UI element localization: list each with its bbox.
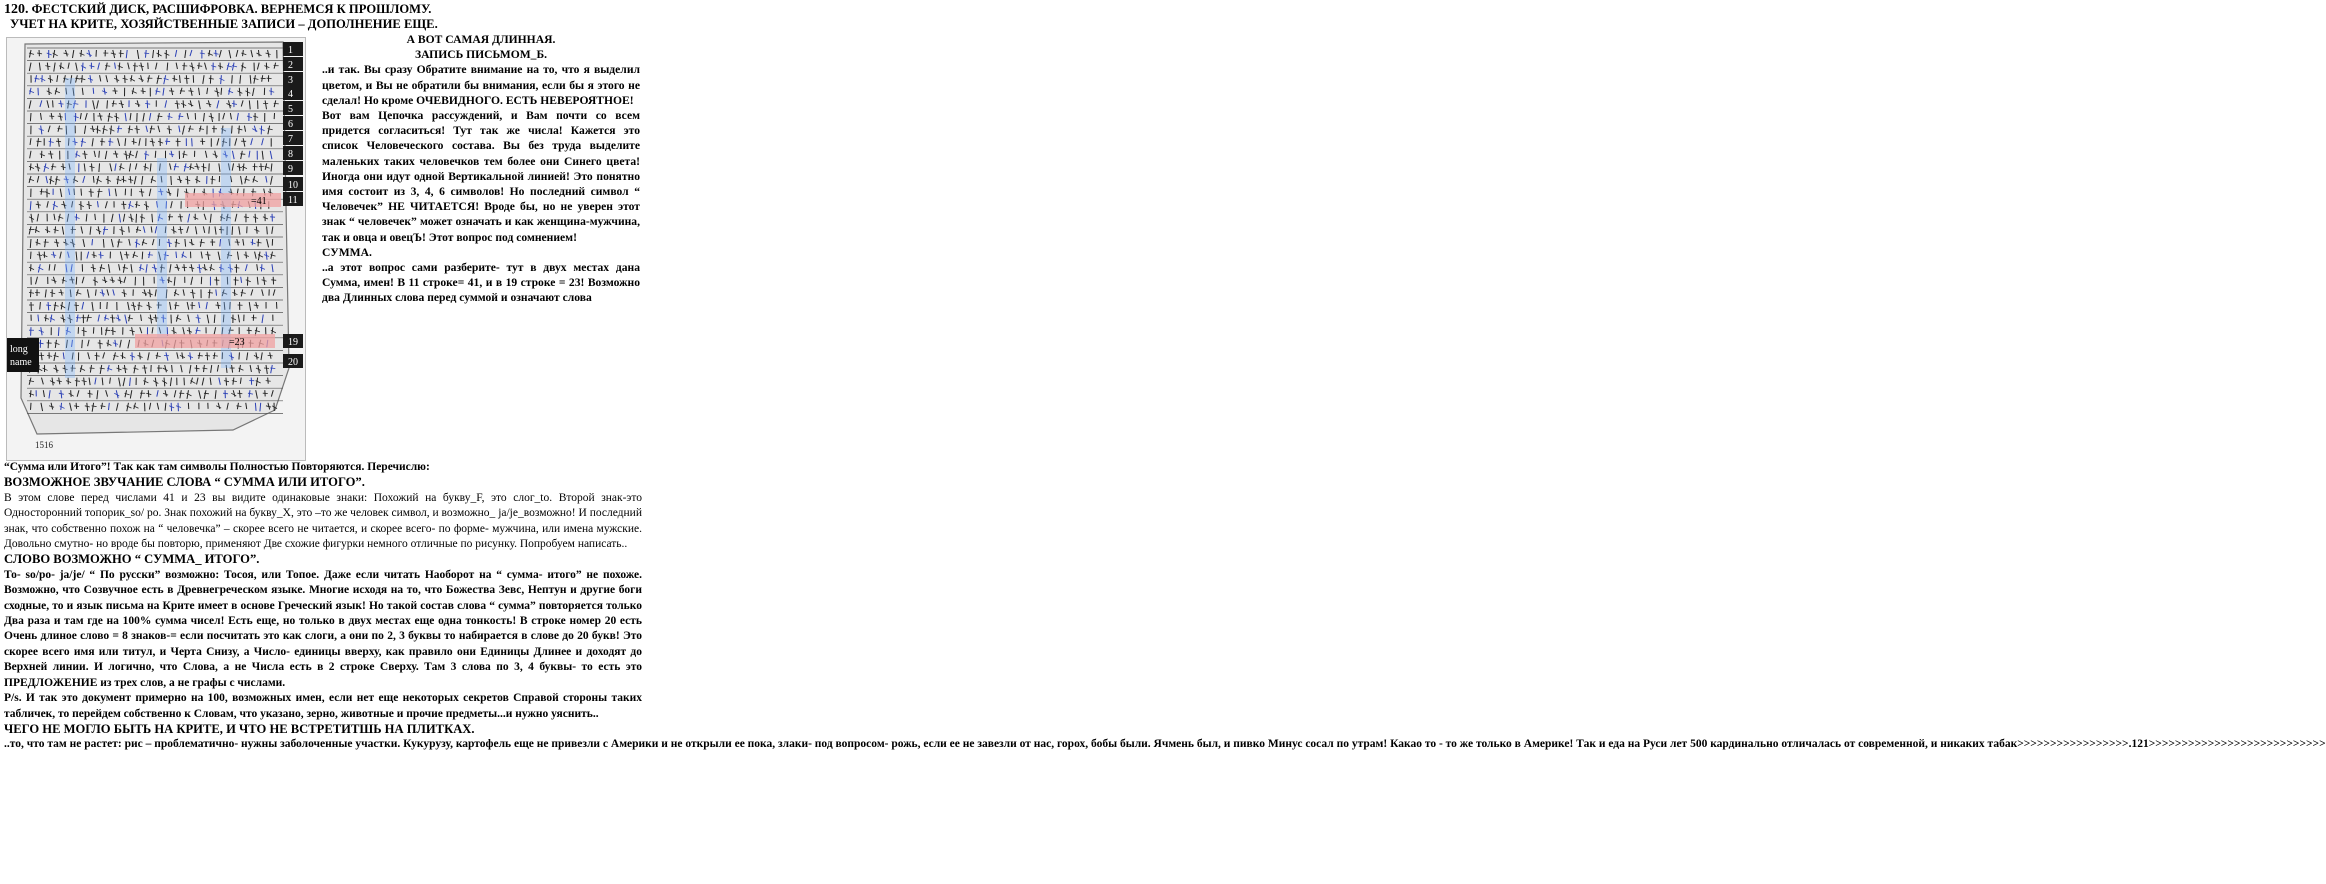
line-number-tab xyxy=(283,131,303,145)
tablet-glyph xyxy=(48,302,49,310)
tablet-glyph xyxy=(152,214,153,223)
tablet-glyph xyxy=(82,340,83,348)
bottom-paragraph-1: “Сумма или Итого”! Так как там символы Полностью Повторяются. Перечислю: xyxy=(4,461,430,473)
tablet-glyph xyxy=(216,277,217,285)
tablet-glyph xyxy=(107,302,108,309)
tablet-glyph xyxy=(209,226,210,233)
line-number-label: 1 xyxy=(288,45,293,56)
tablet-glyph xyxy=(145,50,146,58)
tablet-glyph xyxy=(167,63,168,71)
bottom-paragraph-5: ..то, что там не растет: рис – проблематично- нужны заболоченные участки. Кукурузу, картофель еще не привезли с Америки и не открыли ее пока, злаки- под вопросом- рожь, если ее не завезли от нас, горох, бобы были. Ячмень был, и пивко Минус сосал по утрам! Какао то - то же только в Америке! Так и еда на Руси лет 500 кардинально отличалась от современной, и никаких табак>>>>>>>>>>>>>>>>>.121>>>>>>>>>>>>>>>>>>>>>>>>>>> xyxy=(4,738,2326,751)
tablet-glyph xyxy=(107,100,108,108)
line-number-tab xyxy=(283,116,303,130)
tablet-glyph xyxy=(76,302,77,311)
line-number-label: 19 xyxy=(288,337,298,348)
tablet-glyph xyxy=(30,239,31,248)
line-number-label: 10 xyxy=(288,180,298,191)
tablet-glyph xyxy=(30,113,31,121)
tablet-glyph xyxy=(246,252,247,259)
tablet-glyph xyxy=(40,302,41,310)
tablet-glyph xyxy=(255,403,256,411)
tablet-glyph xyxy=(274,103,279,104)
right-paragraph-3: ..а этот вопрос сами разберите- тут в двух местах дана Сумма, имен! В 11 строке= 41, и в 19 строке = 23! Возможно два Длинных слова перед суммой и означают слова xyxy=(322,261,640,305)
line-number-label: 5 xyxy=(288,104,293,115)
tablet-glyph xyxy=(232,126,233,134)
section-heading-3: ЧЕГО НЕ МОГЛО БЫТЬ НА КРИТЕ, И ЧТО НЕ ВСТРЕТИТШЬ НА ПЛИТКАХ. xyxy=(4,721,475,736)
tablet-glyph xyxy=(157,78,162,79)
summa-title: СУММА. xyxy=(322,245,372,259)
tablet-glyph xyxy=(232,226,233,234)
tablet-glyph xyxy=(232,75,233,83)
right-column-text xyxy=(322,32,640,306)
tablet-glyph xyxy=(82,154,87,155)
heading-line-1 xyxy=(4,2,644,17)
tablet-glyph xyxy=(99,163,100,172)
heading-title: ФЕСТСКИЙ ДИСК, РАСШИФРОВКА. ВЕРНЕМСЯ К ПРОШЛОМУ. xyxy=(31,2,432,16)
blue-column-highlight xyxy=(157,158,167,338)
tablet-glyph xyxy=(137,126,138,134)
line-number-tab xyxy=(283,72,303,86)
blue-column-highlight xyxy=(221,128,231,368)
right-paragraph-2: Вот вам Цепочка рассуждений, и Вам почти со всем придется согласиться! Тут так же числа! Кажется это список Человеческого состава. Вы без труда выделите маленьких таких человечков тем более они Синего цвета! Иногда они идут одной Вертикальной линией! Это понятно имя состоит из 3, 4, 6 символов! Но последний символ “ Человечек” НЕ ЧИТАЕТСЯ! Вроде бы, но не уверен этот знак “ человечек” может означать и как женщина-мужчина, так и овца и овецЪ! Этот вопрос под сомнением! xyxy=(322,109,640,244)
sum-highlight-row-19 xyxy=(135,334,275,348)
line-number-tab xyxy=(283,161,303,175)
sum-label-23: =23 xyxy=(229,337,245,348)
tablet-glyph xyxy=(92,239,93,245)
tablet-glyph xyxy=(142,252,143,260)
blue-column-highlight xyxy=(65,78,75,378)
right-title-2: ЗАПИСЬ ПИСЬМОМ_Б. xyxy=(414,48,548,62)
tablet-glyph xyxy=(95,214,96,220)
line-number-tab xyxy=(283,101,303,115)
tablet-glyph xyxy=(38,315,39,322)
tablet-glyph xyxy=(129,226,130,232)
tablet-glyph xyxy=(50,138,51,146)
line-number-tab xyxy=(283,146,303,160)
tablet-glyph xyxy=(207,352,208,360)
tablet-glyph xyxy=(226,378,227,386)
tablet-glyph xyxy=(171,176,172,185)
line-number-label: 7 xyxy=(288,134,293,145)
tablet-drawing xyxy=(7,38,305,460)
tablet-glyph xyxy=(270,368,275,369)
line-number-label: 6 xyxy=(288,119,293,130)
long-name-label: long xyxy=(10,344,28,355)
tablet-glyph xyxy=(178,116,183,117)
line-number-tab xyxy=(283,86,303,100)
tablet-caption: 1516 xyxy=(35,440,53,450)
line-number-label: 2 xyxy=(288,60,293,71)
line-number-tab xyxy=(283,57,303,71)
tablet-glyph xyxy=(239,352,240,359)
tablet-glyph xyxy=(49,264,50,270)
tablet-glyph xyxy=(110,318,115,319)
bottom-paragraph-2: В этом слове перед числами 41 и 23 вы видите одинаковые знаки: Похожий на букву_F, это слог_to. Второй знак-это Односторонний топорик_so/ po. Знак похожий на букву_X, это –то же человек символ, и возможно_ ja/je_возможно! И последний знак, что собственно похож на “ человечка” – скорее всего не читается, и скорее всего- по форме- мужчина, или имена мужские. Довольно смутно- но вроде бы повторю, применяют Две схожие фигурки немного отличные по рисунку. Попробуем написать.. xyxy=(4,491,642,551)
tablet-glyph xyxy=(258,50,259,56)
tablet-glyph xyxy=(192,138,193,146)
tablet-glyph xyxy=(169,277,170,283)
line-number-tab xyxy=(283,42,303,56)
tablet-glyph xyxy=(108,340,109,347)
tablet-glyph xyxy=(145,151,146,160)
tablet-glyph xyxy=(188,91,193,92)
tablet-glyph xyxy=(93,176,94,183)
tablet-glyph xyxy=(216,289,217,295)
tablet-glyph xyxy=(261,163,262,171)
tablet-glyph xyxy=(214,315,215,323)
tablet-glyph xyxy=(49,88,50,95)
tablet-glyph xyxy=(172,365,173,372)
tablet-glyph xyxy=(76,277,77,285)
heading-line-2: УЧЕТ НА КРИТЕ, ХОЗЯЙСТВЕННЫЕ ЗАПИСИ – ДОПОЛНЕНИЕ ЕЩЕ. xyxy=(10,17,438,31)
tablet-glyph xyxy=(255,214,256,223)
section-heading-1: ВОЗМОЖНОЕ ЗВУЧАНИЕ СЛОВА “ СУММА ИЛИ ИТОГО”. xyxy=(4,475,365,490)
tablet-glyph xyxy=(36,141,41,142)
line-number-label: 4 xyxy=(288,89,293,100)
tablet-body xyxy=(21,42,289,434)
page-heading xyxy=(4,2,644,32)
sum-label-41: =41 xyxy=(251,196,267,207)
tablet-glyph xyxy=(30,289,31,297)
linear-b-tablet-image xyxy=(6,37,306,461)
tablet-glyph xyxy=(157,116,162,117)
page-number: 120. xyxy=(4,2,29,17)
tablet-glyph xyxy=(198,355,203,356)
tablet-glyph xyxy=(239,126,240,134)
tablet-glyph xyxy=(173,226,174,233)
section-heading-2: СЛОВО ВОЗМОЖНО “ СУММА_ ИТОГО”. xyxy=(4,552,260,567)
line-number-label: 9 xyxy=(288,164,293,175)
line-number-label: 11 xyxy=(288,195,298,206)
right-paragraph-1: ..и так. Вы сразу Обратите внимание на то, что я выделил цветом, и Вы не обратили бы внимания, если бы я этого не сделал! Но кроме ОЧЕВИДНОГО. ЕСТЬ НЕВЕРОЯТНОЕ! xyxy=(322,63,640,107)
line-number-label: 3 xyxy=(288,75,293,86)
tablet-glyph xyxy=(46,305,51,306)
tablet-glyph xyxy=(58,327,59,336)
tablet-glyph xyxy=(174,166,179,167)
tablet-glyph xyxy=(185,239,186,247)
tablet-glyph xyxy=(267,226,268,234)
tablet-glyph xyxy=(214,280,219,281)
bottom-paragraph-3: То- so/po- ja/je/ “ По русски” возможно: Тосоя, или Топое. Даже если читать Наоборот на “ сумма- итого” не похоже. Возможно, что Созвучное есть в Древнегреческом языке. Многие исходя на то, что Божества Зевс, Нептун и другие боги сходные, то и язык письма на Крите имеет в основе Греческий язык! Но такой состав слова “ сумма” повторяется только Два раза и там где на 100% сумма чисел! Есть еще, но только в двух местах еще одна тонкость! В строке номер 20 есть Очень длиное слово = 8 знаков-= если посчитать это как слоги, а они по 2, 3 буквы то набирается в слове до 20 букв! Это скорее всего имя или титул, и Черта Снизу, а Число- единицы вверху, как правило они Единицы Длинее и доходят до Верхней линии. И логично, что Слова, а не Числа есть в 2 строке Сверху. Там 3 слова по 3, 4 буквы- то есть это ПРЕДЛОЖЕНИЕ из трех слов, а не графы с числами. xyxy=(4,568,642,689)
tablet-glyph xyxy=(93,88,94,94)
tablet-glyph xyxy=(155,151,156,158)
bottom-paragraph-4: P/s. И так это документ примерно на 100, возможных имен, если нет еще некоторых секретов Справой стороны таких табличек, то перейдем собственно к Словам, что указано, зерно, животные и прочие предметы...и нужно уяснить.. xyxy=(4,692,642,720)
tablet-glyph xyxy=(221,88,222,95)
bottom-text xyxy=(4,460,2326,753)
tablet-glyph xyxy=(139,302,140,310)
tablet-glyph xyxy=(177,189,178,197)
long-name-label: name xyxy=(10,357,32,368)
tablet-glyph xyxy=(99,151,100,158)
tablet-glyph xyxy=(176,252,177,258)
tablet-glyph xyxy=(237,393,242,394)
tablet-glyph xyxy=(81,189,82,196)
line-number-label: 20 xyxy=(288,357,298,368)
line-number-label: 8 xyxy=(288,149,293,160)
right-title-1: А ВОТ САМАЯ ДЛИННАЯ. xyxy=(406,33,556,46)
